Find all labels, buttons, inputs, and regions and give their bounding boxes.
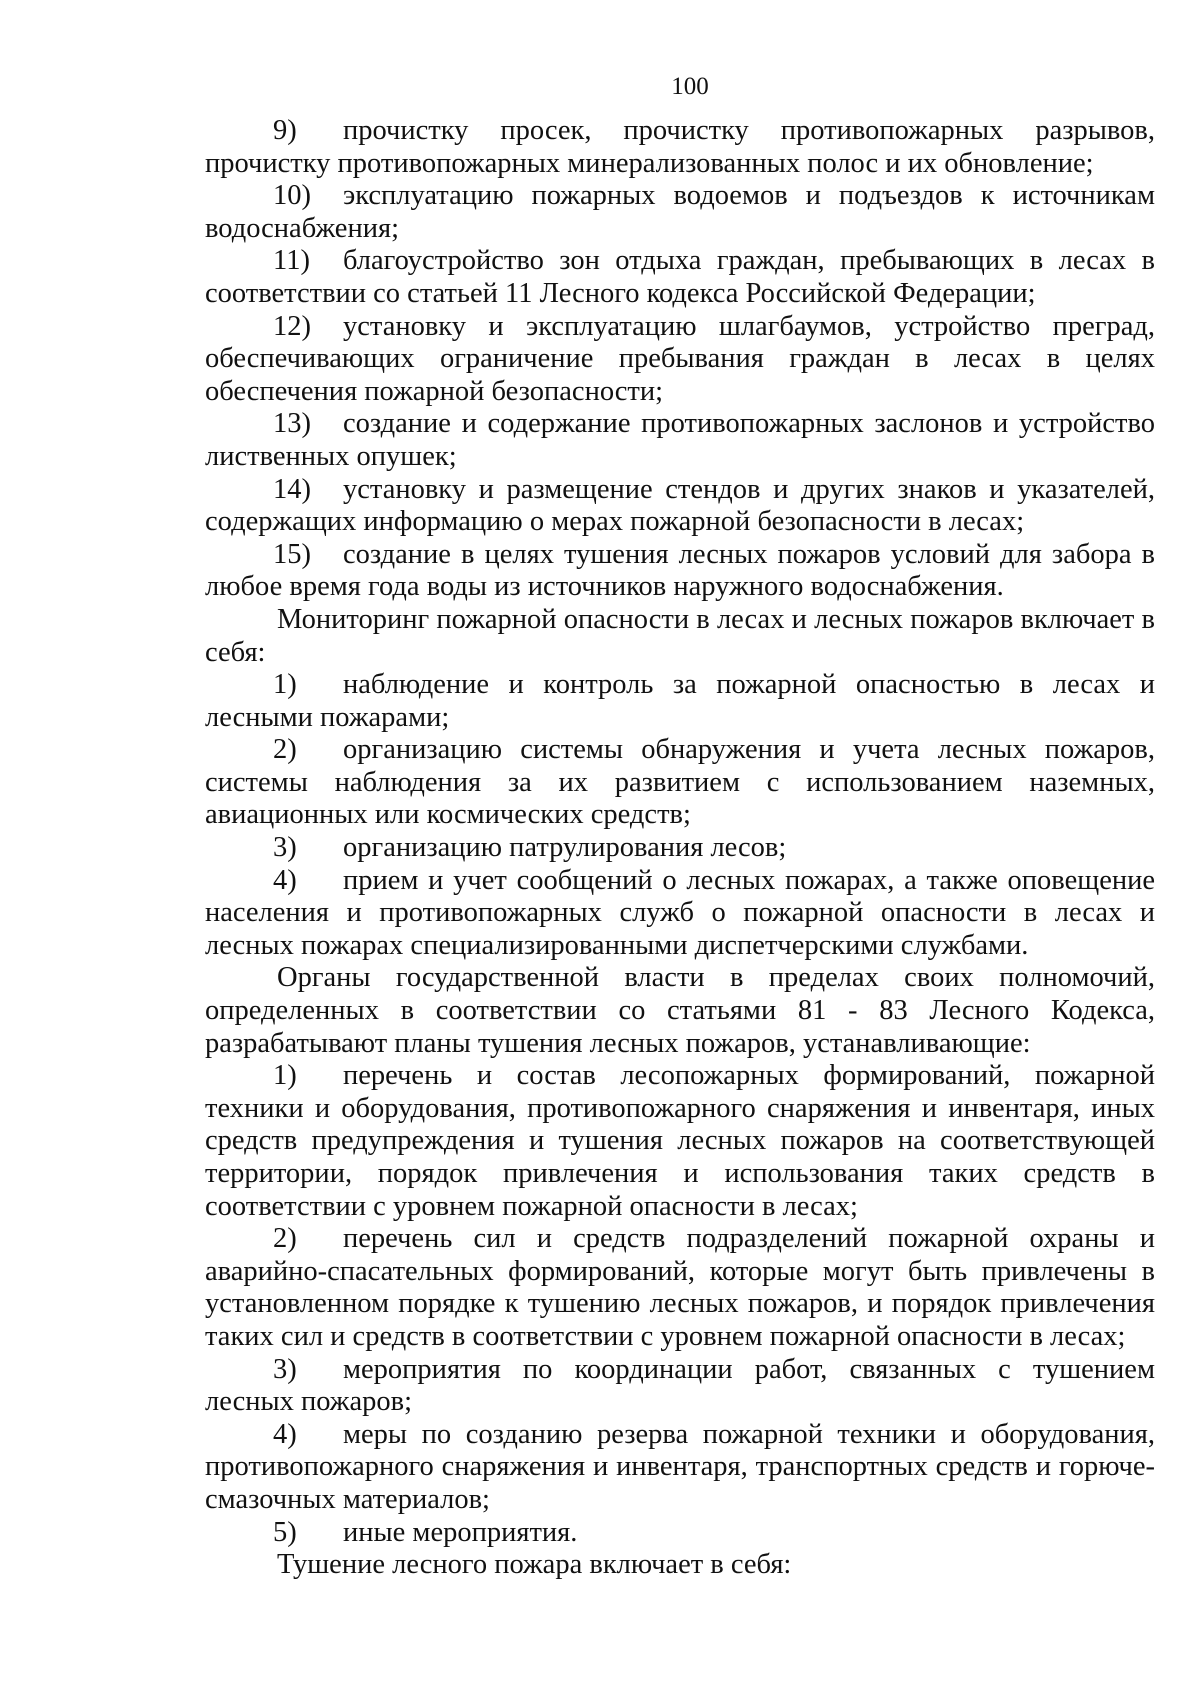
list-item-number: 2): [273, 734, 297, 766]
list-item-text: перечень и состав лесопожарных формирований, пожарной техники и оборудования, противопожарного снаряжения и инвентаря, иных средств предупреждения и тушения лесных пожаров на соответствующей территории, порядок привлечения и использования таких средств в соответствии с уровнем пожарной опасности в лесах;: [205, 1060, 1155, 1222]
list-item: [205, 1223, 1155, 1353]
list-item: [205, 539, 1155, 604]
list-item-number: 4): [273, 864, 297, 896]
list-item-text: перечень сил и средств подразделений пожарной охраны и аварийно-спасательных формирований, которые могут быть привлечены в установленном порядке к тушению лесных пожаров, и порядок привлечения таких сил и средств в соответствии с уровнем пожарной опасности в лесах;: [205, 1223, 1155, 1352]
document-body: [205, 115, 1155, 1582]
list-item-number: 9): [273, 115, 297, 146]
list-item: [205, 1060, 1155, 1223]
list-item-text: благоустройство зон отдыха граждан, пребывающих в лесах в соответствии со статьей 11 Лесного кодекса Российской Федерации;: [205, 245, 1155, 309]
list-item-text: эксплуатацию пожарных водоемов и подъездов к источникам водоснабжения;: [205, 180, 1155, 244]
list-item-number: 5): [273, 1516, 297, 1548]
paragraph: Органы государственной власти в пределах своих полномочий, определенных в соответствии со статьями 81 - 83 Лесного Кодекса, разрабатывают планы тушения лесных пожаров, устанавливающие:: [205, 962, 1155, 1059]
list-item: [205, 832, 1155, 865]
list-item-number: 1): [273, 1060, 297, 1092]
list-item: [205, 865, 1155, 963]
list-item-text: наблюдение и контроль за пожарной опасностью в лесах и лесными пожарами;: [205, 669, 1155, 733]
list-item: [205, 115, 1155, 180]
list-item-number: 3): [273, 832, 297, 864]
list-item: [205, 669, 1155, 734]
list-item-number: 15): [273, 538, 311, 570]
list-item: [205, 245, 1155, 310]
list-item-number: 12): [273, 310, 311, 342]
list-item-number: 3): [273, 1353, 297, 1385]
list-item-number: 4): [273, 1418, 297, 1450]
paragraph: Тушение лесного пожара включает в себя:: [277, 1549, 792, 1581]
list-item-number: 14): [273, 473, 311, 505]
list-item-text: иные мероприятия.: [343, 1516, 578, 1548]
list-item-number: 13): [273, 408, 311, 440]
list-item: [205, 1517, 1155, 1550]
list-item: [205, 1354, 1155, 1419]
list-item: [205, 408, 1155, 473]
list-item-number: 2): [273, 1223, 297, 1255]
list-item-number: 11): [273, 245, 310, 277]
list-item-text: прием и учет сообщений о лесных пожарах, а также оповещение населения и противопожарных служб о пожарной опасности в лесах и лесных пожарах специализированными диспетчерскими службами.: [205, 864, 1155, 961]
list-item-text: создание и содержание противопожарных заслонов и устройство лиственных опушек;: [205, 408, 1155, 472]
list-item-text: прочистку просек, прочистку противопожарных разрывов, прочистку противопожарных минерализованных полос и их обновление;: [205, 115, 1155, 179]
list-item-text: организацию системы обнаружения и учета лесных пожаров, системы наблюдения за их развитием с использованием наземных, авиационных или космических средств;: [205, 734, 1155, 831]
paragraph: Мониторинг пожарной опасности в лесах и лесных пожаров включает в себя:: [205, 603, 1155, 668]
page-number: 100: [671, 73, 709, 100]
list-item: [205, 474, 1155, 539]
list-item: [205, 180, 1155, 245]
list-item-text: установку и размещение стендов и других знаков и указателей, содержащих информацию о мерах пожарной безопасности в лесах;: [205, 473, 1155, 538]
list-item-text: организацию патрулирования лесов;: [343, 832, 787, 864]
list-item-text: мероприятия по координации работ, связанных с тушением лесных пожаров;: [205, 1353, 1155, 1418]
list-item-text: создание в целях тушения лесных пожаров условий для забора в любое время года воды из источников наружного водоснабжения.: [205, 538, 1155, 603]
list-item-number: 1): [273, 669, 297, 701]
list-item: [205, 734, 1155, 832]
list-item-text: установку и эксплуатацию шлагбаумов, устройство преград, обеспечивающих ограничение пребывания граждан в лесах в целях обеспечения пожарной безопасности;: [205, 310, 1155, 407]
list-item-number: 10): [273, 180, 311, 212]
list-item: [205, 311, 1155, 409]
list-item-text: меры по созданию резерва пожарной техники и оборудования, противопожарного снаряжения и инвентаря, транспортных средств и горюче-смазочных материалов;: [205, 1418, 1155, 1515]
list-item: [205, 1419, 1155, 1517]
